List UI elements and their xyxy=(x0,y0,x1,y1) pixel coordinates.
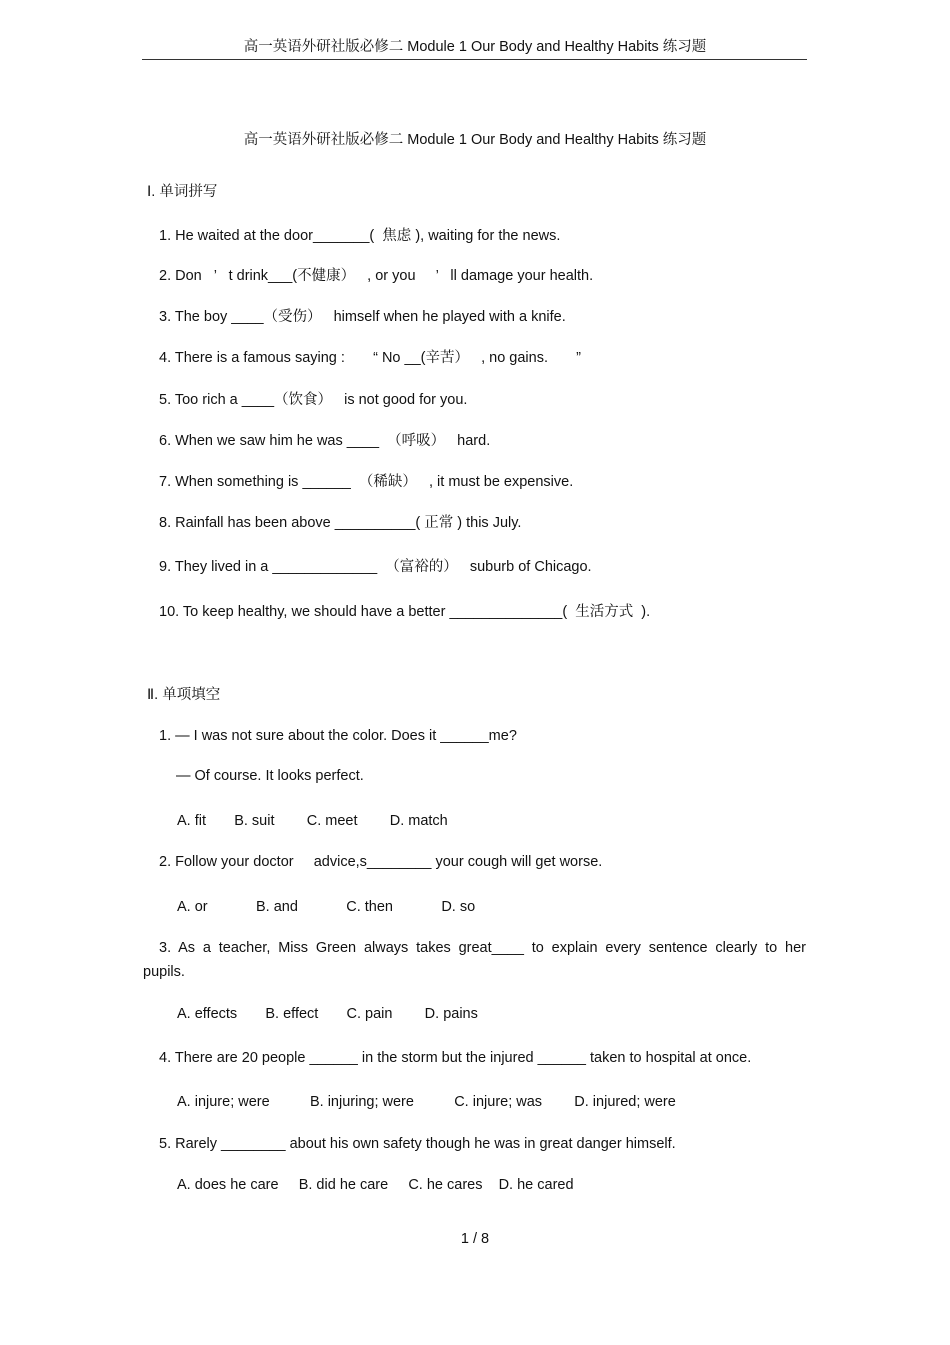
page-number: 1 / 8 xyxy=(460,1231,490,1247)
question-4-stem: 4. There are 20 people ______ in the storm but the injured ______ taken to hospital at once. xyxy=(159,1050,752,1066)
spelling-item-2: 2. Don ’ t drink___(不健康） , or you ’ ll damage your health. xyxy=(159,268,594,284)
question-3-continuation: pupils. xyxy=(143,964,185,980)
document-title: 高一英语外研社版必修二 Module 1 Our Body and Healthy Habits 练习题 xyxy=(243,132,707,148)
running-header: 高一英语外研社版必修二 Module 1 Our Body and Healthy Habits 练习题 xyxy=(243,39,707,55)
question-2-stem: 2. Follow your doctor advice,s________ your cough will get worse. xyxy=(159,854,603,870)
spelling-item-3: 3. The boy ____（受伤） himself when he played with a knife. xyxy=(159,309,566,325)
question-2-options: A. or B. and C. then D. so xyxy=(177,899,476,915)
spelling-item-1: 1. He waited at the door_______( 焦虑 ), waiting for the news. xyxy=(159,228,561,244)
spelling-item-8: 8. Rainfall has been above __________( 正常 ) this July. xyxy=(159,515,522,531)
question-3-options: A. effects B. effect C. pain D. pains xyxy=(177,1006,478,1022)
section-heading-multiple-choice: Ⅱ. 单项填空 xyxy=(147,687,221,703)
spelling-item-4: 4. There is a famous saying : “ No __(辛苦） , no gains. ” xyxy=(159,350,582,366)
spelling-item-5: 5. Too rich a ____（饮食） is not good for you. xyxy=(159,392,468,408)
question-4-options: A. injure; were B. injuring; were C. injure; was D. injured; were xyxy=(177,1094,676,1110)
question-5-stem: 5. Rarely ________ about his own safety though he was in great danger himself. xyxy=(159,1136,676,1152)
question-1-options: A. fit B. suit C. meet D. match xyxy=(177,813,448,829)
question-3-stem: 3. As a teacher, Miss Green always takes great____ to explain every sentence clearly to her xyxy=(159,940,806,956)
spelling-item-9: 9. They lived in a _____________ （富裕的） suburb of Chicago. xyxy=(159,559,592,575)
question-1-reply: — Of course. It looks perfect. xyxy=(176,768,364,784)
spelling-item-10: 10. To keep healthy, we should have a better ______________( 生活方式 ). xyxy=(159,604,651,620)
question-1-stem: 1. — I was not sure about the color. Does it ______me? xyxy=(159,728,517,744)
header-rule xyxy=(142,59,807,60)
spelling-item-7: 7. When something is ______ （稀缺） , it must be expensive. xyxy=(159,474,574,490)
spelling-item-6: 6. When we saw him he was ____ （呼吸） hard. xyxy=(159,433,491,449)
section-heading-spelling: Ⅰ. 单词拼写 xyxy=(147,184,218,200)
question-5-options: A. does he care B. did he care C. he cares D. he cared xyxy=(177,1177,574,1193)
